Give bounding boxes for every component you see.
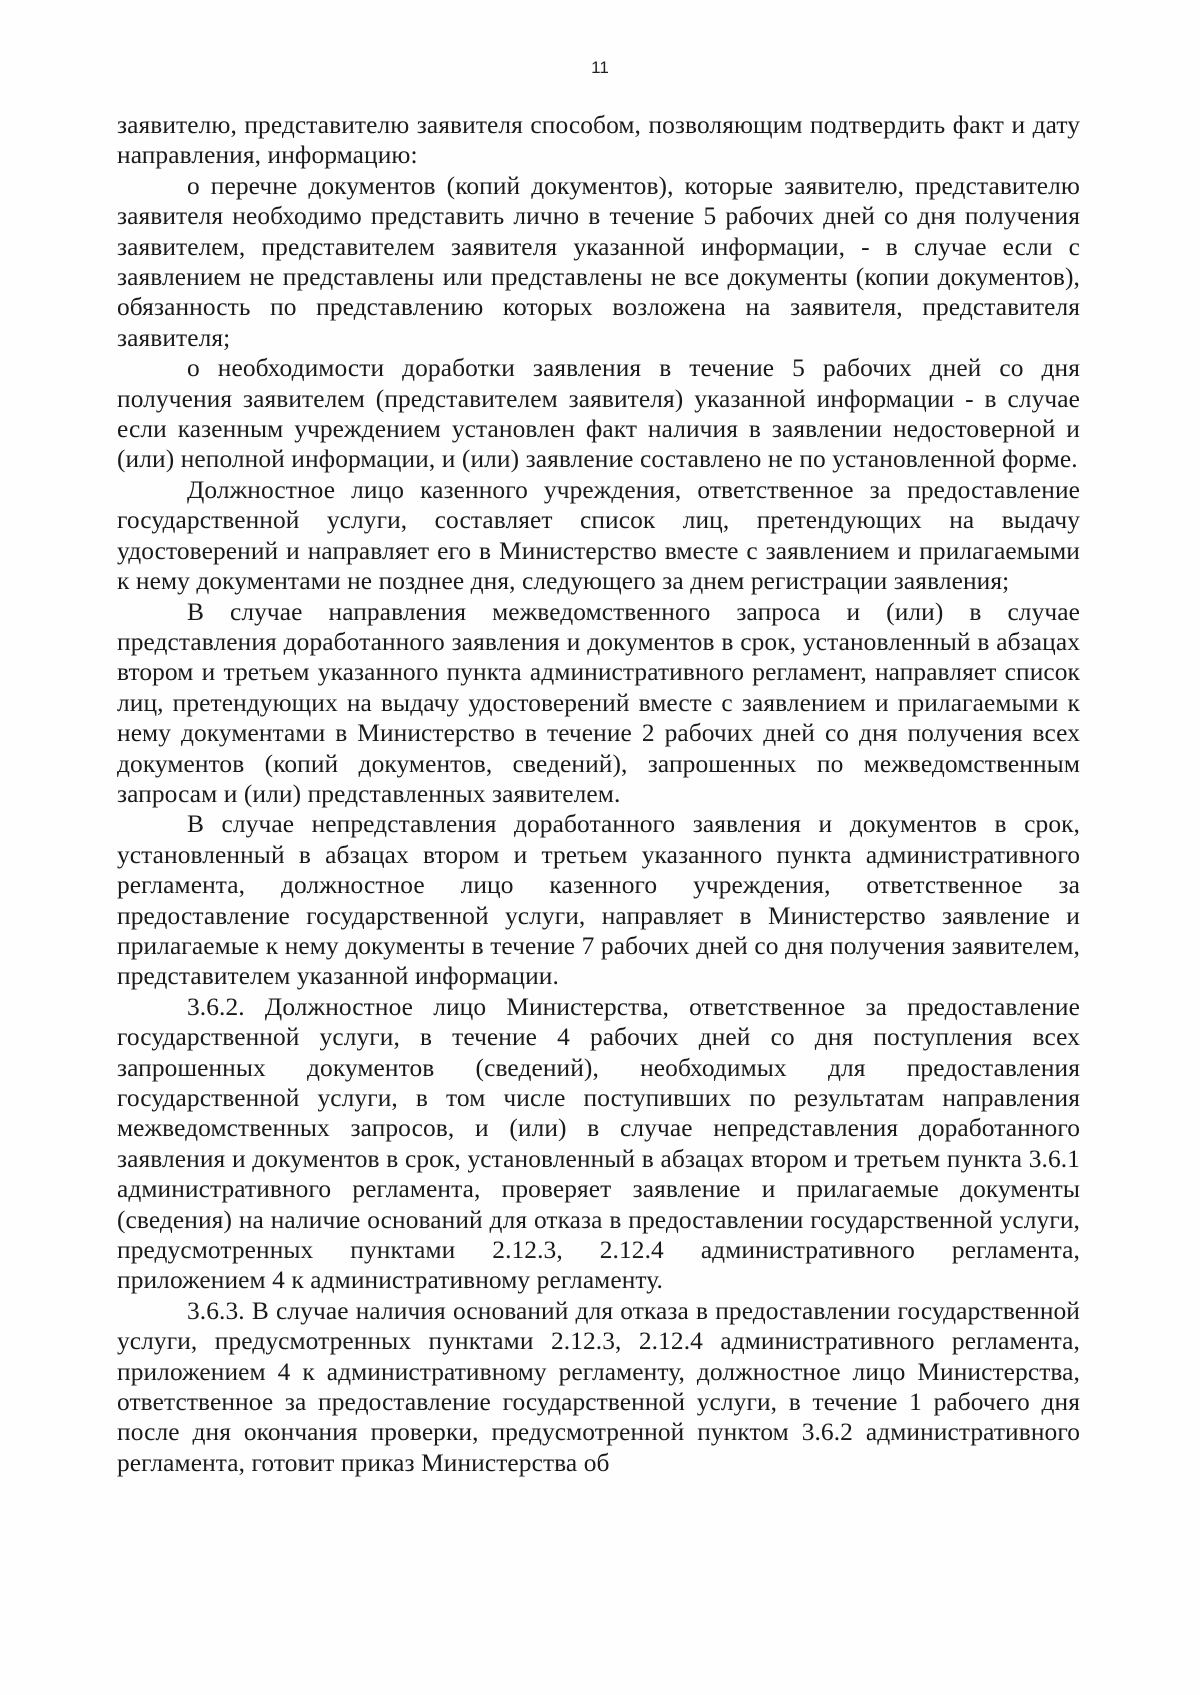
document-body: [117, 110, 1080, 1478]
paragraph-revision-needed: о необходимости доработки заявления в течение 5 рабочих дней со дня получения заявителем (представителем заявителя) указанной информации - в случае если казенным учреждением установлен факт наличия в заявлении недостоверной и (или) неполной информации, и (или) заявление составлено не по установленной форме.: [117, 354, 1080, 474]
paragraph-official-list: Должностное лицо казенного учреждения, ответственное за предоставление государственной услуги, составляет список лиц, претендующих на выдачу удостоверений и направляет его в Министерство вместе с заявлением и прилагаемыми к нему документами не позднее дня, следующего за днем регистрации заявления;: [117, 475, 1080, 596]
paragraph-interagency-request: В случае направления межведомственного запроса и (или) в случае представления доработанного заявления и документов в срок, установленный в абзацах втором и третьем указанного пункта административного регламент, направляет список лиц, претендующих на выдачу удостоверений вместе с заявлением и прилагаемыми к нему документами в Министерство в течение 2 рабочих дней со дня получения всех документов (копий документов, сведений), запрошенных по межведомственным запросам и (или) представленных заявителем.: [117, 597, 1080, 808]
paragraph-continuation: заявителю, представителю заявителя способом, позволяющим подтвердить факт и дату направления, информацию:: [117, 111, 1080, 170]
paragraph-clause-3-6-2: 3.6.2. Должностное лицо Министерства, ответственное за предоставление государственной услуги, в течение 4 рабочих дней со дня поступления всех запрошенных документов (сведений), необходимых для предоставления государственной услуги, в том числе поступивших по результатам направления межведомственных запросов, и (или) в случае непредставления доработанного заявления и документов в срок, установленный в абзацах втором и третьем пункта 3.6.1 административного регламента, проверяет заявление и прилагаемые документы (сведения) на наличие оснований для отказа в предоставлении государственной услуги, предусмотренных пунктами 2.12.3, 2.12.4 административного регламента, приложением 4 к административному регламенту.: [117, 992, 1080, 1295]
paragraph-clause-3-6-3: 3.6.3. В случае наличия оснований для отказа в предоставлении государственной услуги, предусмотренных пунктами 2.12.3, 2.12.4 административного регламента, приложением 4 к административному регламенту, должностное лицо Министерства, ответственное за предоставление государственной услуги, в течение 1 рабочего дня после дня окончания проверки, предусмотренной пунктом 3.6.2 административного регламента, готовит приказ Министерства об: [117, 1296, 1080, 1477]
page-number: 11: [591, 58, 609, 77]
paragraph-documents-list: о перечне документов (копий документов), которые заявителю, представителю заявителя необходимо представить лично в течение 5 рабочих дней со дня получения заявителем, представителем заявителя указанной информации, - в случае если с заявлением не представлены или представлены не все документы (копии документов), обязанность по представлению которых возложена на заявителя, представителя заявителя;: [117, 171, 1080, 352]
paragraph-non-submission: В случае непредставления доработанного заявления и документов в срок, установленный в абзацах втором и третьем указанного пункта административного регламента, должностное лицо казенного учреждения, ответственное за предоставление государственной услуги, направляет в Министерство заявление и прилагаемые к нему документы в течение 7 рабочих дней со дня получения заявителем, представителем указанной информации.: [117, 810, 1080, 991]
